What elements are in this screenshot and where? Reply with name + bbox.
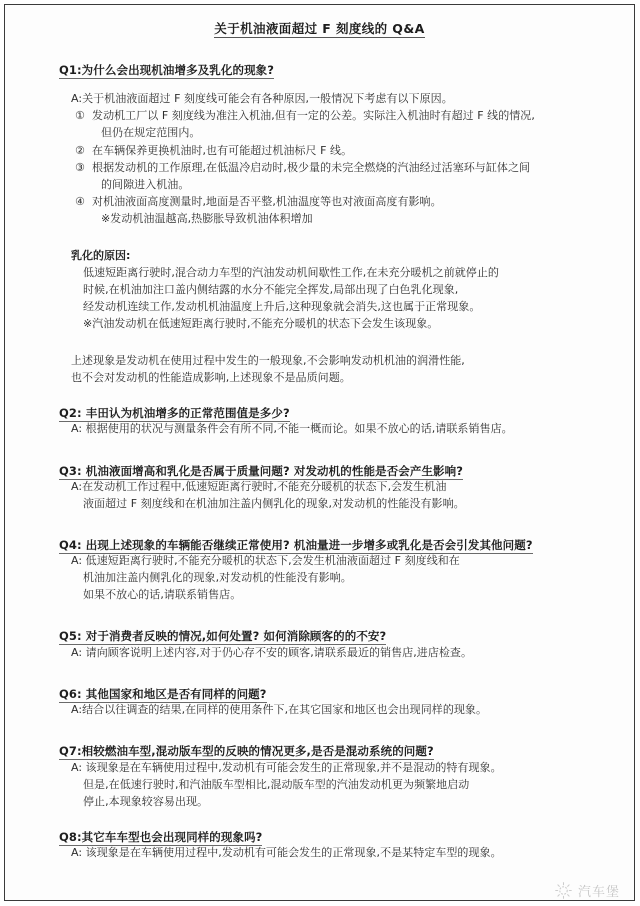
emulsification-note: ※汽油发动机在低速短距离行驶时,不能充分暖机的状态下会发生该现象。 [83, 316, 439, 330]
list-item [75, 107, 634, 124]
subsection-heading-emulsification: 乳化的原因: [71, 248, 131, 262]
question-heading-q7-text: Q7:相较燃油车型,混动版车型的反映的情况更多,是否是混动系统的问题? [59, 744, 434, 759]
question-heading-q8 [59, 830, 634, 844]
list-marker: ④ [75, 194, 85, 208]
list-item-text: 发动机工厂以 F 刻度线为准注入机油,但有一定的公差。实际注入机油时有超过 F 线的情况, [92, 109, 535, 123]
spacer [5, 332, 634, 352]
list-marker: ② [75, 143, 85, 157]
list-item-continuation: 但仍在规定范围内。 [101, 126, 201, 140]
question-heading-q4-text: Q4: 出现上述现象的车辆能否继续正常使用? 机油量进一步增多或乳化是否会引发其他问题? [59, 537, 533, 552]
watermark-label: 汽车堡 [577, 885, 620, 900]
question-heading-q1 [59, 63, 634, 77]
question-heading-q3-text: Q3: 机油液面增高和乳化是否属于质量问题? 对发动机的性能是否会产生影响? [59, 463, 464, 478]
answer-line-q4: A: 低速短距离行驶时,不能充分暖机的状态下,会发生机油液面超过 F 刻度线和在 [71, 554, 460, 568]
page-title-text: 关于机油液面超过 F 刻度线的 Q&A [214, 21, 425, 36]
question-heading-q8-text: Q8:其它车车型也会出现同样的现象吗? [59, 829, 263, 844]
question-heading-q2-text: Q2: 丰田认为机油增多的正常范围值是多少? [59, 406, 290, 421]
watermark [555, 881, 620, 900]
q1-closing-line: 也不会对发动机的性能造成影响,上述现象不是品质问题。 [71, 371, 351, 385]
spacer [5, 603, 634, 629]
question-heading-q6 [59, 687, 634, 701]
answer-line-q7: A: 该现象是在车辆使用过程中,发动机有可能会发生的正常现象,并不是混动的特有现象。 [71, 760, 502, 774]
page-title [5, 19, 634, 37]
answer-line-q3: 液面超过 F 刻度线和在机油加注盖内侧乳化的现象,对发动机的性能没有影响。 [83, 496, 465, 510]
list-item-continuation: 的间隙进入机油。 [101, 177, 190, 191]
list-item [75, 142, 634, 159]
answer-intro-q1: A:关于机油液面超过 F 刻度线可能会有各种原因,一般情况下考虑有以下原因。 [71, 92, 453, 106]
emulsification-line: 低速短距离行驶时,混合动力车型的汽油发动机间歇性工作,在未充分暖机之前就停止的 [83, 265, 499, 279]
list-item [75, 159, 634, 176]
answer-line-q8: A: 该现象是在车辆使用过程中,发动机有可能会发生的正常现象,不是某特定车型的现象。 [71, 846, 502, 860]
answer-line-q2: A: 根据使用的状况与测量条件会有所不同,不能一概而论。如果不放心的话,请联系销售店。 [71, 422, 513, 436]
list-item-note: ※发动机油温越高,热膨胀导致机油体积增加 [101, 211, 313, 225]
answer-line-q4: 机油加注盖内侧乳化的现象,对发动机的性能没有影响。 [83, 571, 352, 585]
question-heading-q5-text: Q5: 对于消费者反映的情况,如何处置? 如何消除顾客的的不安? [59, 629, 387, 644]
answer-line-q4: 如果不放心的话,请联系销售店。 [83, 588, 242, 602]
spacer [5, 810, 634, 830]
spacer [5, 77, 634, 90]
spacer [5, 438, 634, 464]
emulsification-line: 时候,在机油加注口盖内侧结露的水分不能完全挥发,局部出现了白色乳化现象, [83, 282, 459, 296]
sun-burst-icon [555, 882, 572, 899]
answer-line-q6: A:结合以往调查的结果,在同样的使用条件下,在其它国家和地区也会出现同样的现象。 [71, 703, 488, 717]
list-item [75, 193, 634, 210]
question-heading-q3 [59, 464, 634, 478]
spacer [5, 512, 634, 538]
answer-line-q7: 停止,本现象较容易出现。 [83, 794, 209, 808]
document-page [4, 4, 635, 901]
q1-closing-line: 上述现象是发动机在使用过程中发生的一般现象,不会影响发动机机油的润滑性能, [71, 353, 465, 367]
answer-line-q3: A:在发动机工作过程中,低速短距离行驶时,不能充分暖机的状态下,会发生机油 [71, 479, 447, 493]
list-item-text: 对机油液面高度测量时,地面是否平整,机油温度等也对液面高度有影响。 [92, 194, 442, 208]
question-heading-q4 [59, 538, 634, 552]
list-marker: ① [75, 109, 85, 123]
spacer [5, 718, 634, 744]
question-heading-q6-text: Q6: 其他国家和地区是否有同样的问题? [59, 686, 267, 701]
document-body [5, 19, 634, 901]
spacer [5, 661, 634, 687]
list-marker: ③ [75, 160, 85, 174]
list-item-text: 在车辆保养更换机油时,也有可能超过机油标尺 F 线。 [92, 143, 353, 157]
question-heading-q5 [59, 629, 634, 643]
spacer [5, 386, 634, 406]
list-item-text: 根据发动机的工作原理,在低温冷启动时,极少量的未完全燃烧的汽油经过活塞环与缸体之间 [92, 160, 531, 174]
spacer [5, 37, 634, 63]
question-heading-q7 [59, 744, 634, 758]
answer-line-q7: 但是,在低速行驶时,和汽油版车型相比,混动版车型的汽油发动机更为频繁地启动 [83, 777, 470, 791]
emulsification-line: 经发动机连续工作,发动机机油温度上升后,这种现象就会消失,这也属于正常现象。 [83, 299, 481, 313]
spacer [5, 227, 634, 247]
question-heading-q1-text: Q1:为什么会出现机油增多及乳化的现象? [59, 63, 275, 77]
answer-line-q5: A: 请向顾客说明上述内容,对于仍心存不安的顾客,请联系最近的销售店,进店检查。 [71, 645, 473, 659]
question-heading-q2 [59, 406, 634, 420]
